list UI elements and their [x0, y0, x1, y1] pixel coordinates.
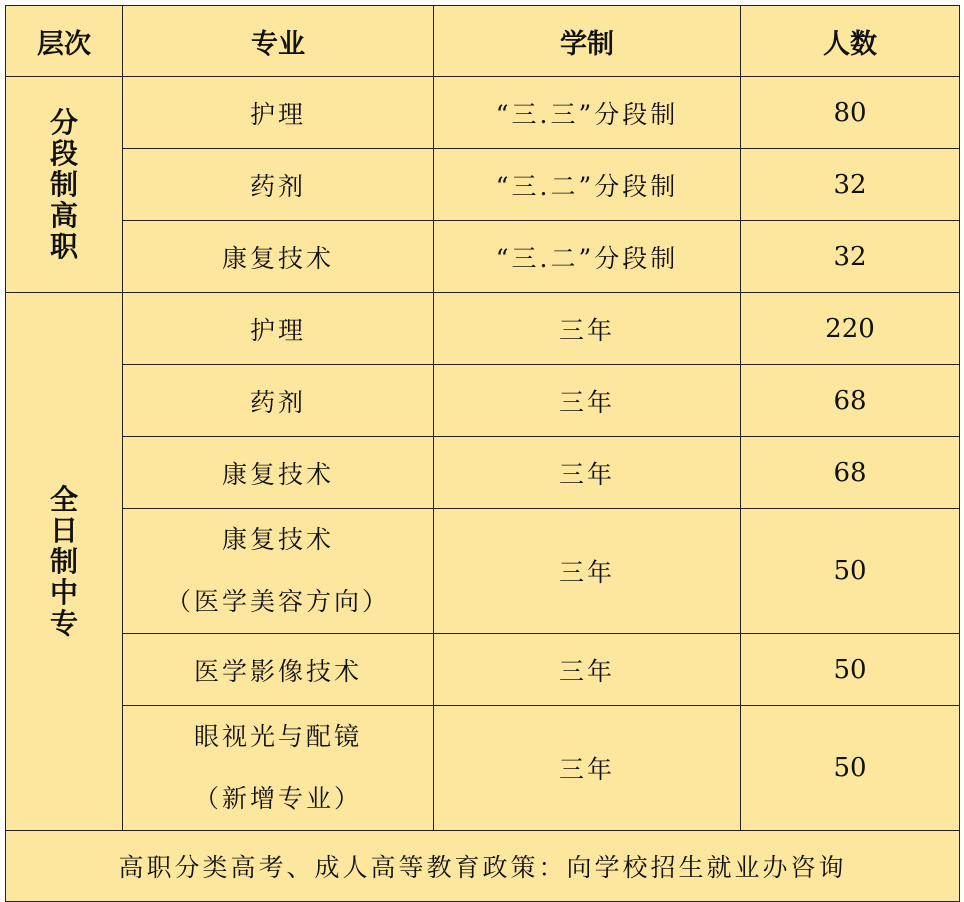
system-cell: 三年 — [434, 706, 741, 831]
major-text: 护理 — [249, 315, 306, 345]
system-cell: 三年 — [434, 437, 741, 509]
system-cell: “三.三”分段制 — [434, 77, 741, 149]
major-text: 眼视光与配镜 — [193, 722, 362, 751]
count-cell: 68 — [741, 365, 960, 437]
major-text: 康复技术 — [221, 525, 334, 554]
header-level: 层次 — [6, 6, 123, 77]
system-cell: “三.二”分段制 — [434, 149, 741, 221]
header-count: 人数 — [741, 6, 960, 77]
table-row — [6, 149, 960, 221]
major-cell — [123, 293, 434, 365]
footer-row — [6, 831, 960, 902]
header-major: 专业 — [123, 6, 434, 77]
major-text: （新增专业） — [193, 784, 362, 813]
major-cell — [123, 77, 434, 149]
major-cell — [123, 634, 434, 706]
system-cell: “三.二”分段制 — [434, 221, 741, 293]
count-cell: 80 — [741, 77, 960, 149]
table-row — [6, 509, 960, 634]
table-row — [6, 221, 960, 293]
level-label: 分段制高职 — [49, 105, 78, 263]
major-text: 护理 — [249, 99, 306, 129]
enrollment-table — [5, 5, 960, 902]
count-cell: 32 — [741, 149, 960, 221]
major-cell — [123, 706, 434, 831]
table-row — [6, 437, 960, 509]
table-row — [6, 634, 960, 706]
count-cell: 50 — [741, 509, 960, 634]
level-cell — [6, 293, 123, 831]
table-row — [6, 293, 960, 365]
count-cell: 32 — [741, 221, 960, 293]
count-cell: 220 — [741, 293, 960, 365]
header-row — [6, 6, 960, 77]
header-system: 学制 — [434, 6, 741, 77]
major-text: 药剂 — [249, 171, 306, 201]
count-cell: 50 — [741, 706, 960, 831]
major-text: 康复技术 — [221, 459, 334, 489]
major-cell — [123, 437, 434, 509]
system-cell: 三年 — [434, 293, 741, 365]
footer-note: 高职分类高考、成人高等教育政策：向学校招生就业办咨询 — [6, 831, 960, 902]
major-cell — [123, 221, 434, 293]
system-cell: 三年 — [434, 365, 741, 437]
count-cell: 50 — [741, 634, 960, 706]
system-cell: 三年 — [434, 509, 741, 634]
enrollment-table-container — [5, 5, 959, 895]
table-row — [6, 365, 960, 437]
major-text: 康复技术 — [221, 243, 334, 273]
system-cell: 三年 — [434, 634, 741, 706]
count-cell: 68 — [741, 437, 960, 509]
level-label: 全日制中专 — [49, 482, 78, 640]
major-text: 医学影像技术 — [193, 656, 362, 686]
level-cell — [6, 77, 123, 293]
major-cell — [123, 509, 434, 634]
table-row — [6, 706, 960, 831]
major-cell — [123, 149, 434, 221]
major-cell — [123, 365, 434, 437]
major-text: （医学美容方向） — [165, 587, 390, 616]
major-text: 药剂 — [249, 387, 306, 417]
table-row — [6, 77, 960, 149]
